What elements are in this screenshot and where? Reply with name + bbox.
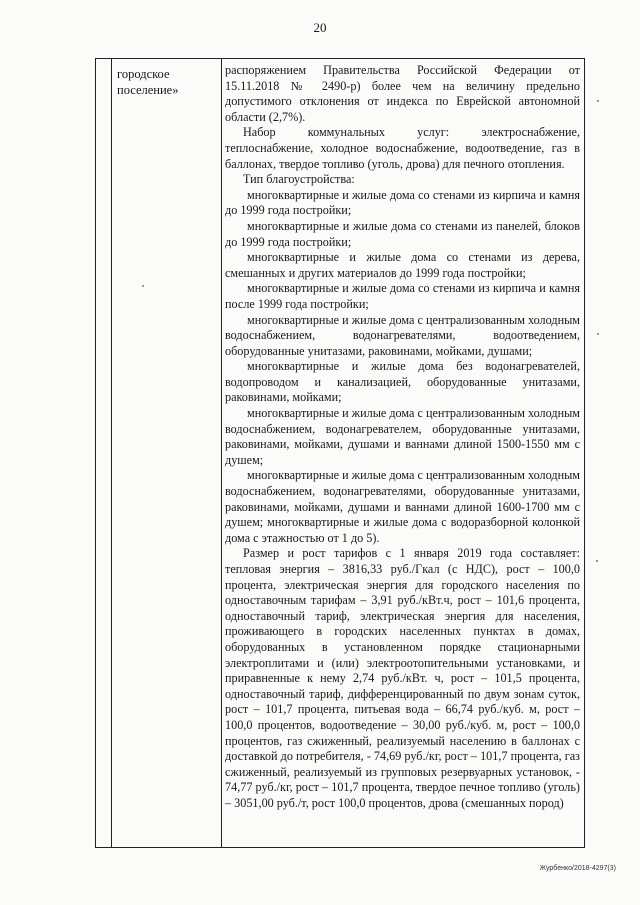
paragraph-improvement-heading: Тип благоустройства: (243, 172, 355, 187)
municipality-cell (117, 66, 217, 98)
list-item: многоквартирные и жилые дома с централизованным холодным водоснабжением, водонагревателем, оборудованные унитазами, раковинами, мойками, душами и ваннами длиной 1500-1550 мм с душем; (225, 406, 580, 467)
document-code: Журбенко/2018-4297(3) (539, 865, 616, 872)
paragraph-services: Набор коммунальных услуг: электроснабжение, теплоснабжение, холодное водоснабжение, водоотведение, газ в баллонах, твердое топливо (уголь, дрова) для печного отопления. (225, 125, 580, 171)
scan-speck (596, 560, 598, 562)
list-item: многоквартирные и жилые дома с централизованным холодным водоснабжением, водонагревателями, оборудованные унитазами, раковинами, мойками, душами и ваннами длиной 1600-1700 мм с душем; многоквартирные и жилые дома с водоразборной колонкой дома с этажностью от 1 до 5). (225, 468, 580, 545)
list-item: многоквартирные и жилые дома без водонагревателей, водопроводом и канализацией, оборудованные унитазами, раковинами, мойками; (225, 359, 580, 405)
list-item: многоквартирные и жилые дома со стенами из дерева, смешанных и других материалов до 1999 года постройки; (225, 250, 580, 280)
scan-speck (597, 100, 599, 102)
column-divider (221, 58, 222, 848)
page-number: 20 (313, 20, 327, 35)
column-divider (111, 58, 112, 848)
list-item: многоквартирные и жилые дома со стенами из кирпича и камня после 1999 года постройки; (225, 281, 580, 311)
municipality-line: поселение» (117, 83, 179, 97)
municipality-line: городское (117, 67, 170, 81)
scan-speck (597, 333, 599, 335)
list-item: многоквартирные и жилые дома с централизованным холодным водоснабжением, водонагревателями, водоотведением, оборудованные унитазами, раковинами, мойками, душами; (225, 312, 580, 358)
list-item: многоквартирные и жилые дома со стенами из панелей, блоков до 1999 года постройки; (225, 218, 580, 249)
tariff-description (225, 63, 580, 812)
list-item: многоквартирные и жилые дома со стенами из кирпича и камня до 1999 года постройки; (225, 187, 580, 218)
paragraph-continuation: распоряжением Правительства Российской Федерации от 15.11.2018 № 2490-р) более чем на величину предельно допустимого отклонения от индекса по Еврейской автономной области (2,7%). (225, 63, 580, 124)
paragraph-tariffs: Размер и рост тарифов с 1 января 2019 года составляет: тепловая энергия – 3816,33 руб./Гкал (с НДС), рост – 100,0 процента, электрическая энергия для городского населения по одноставочным тарифам – 3,91 руб./кВт.ч, рост – 101,6 процента, одноставочный тариф, электрическая энергия для населения, проживающего в городских населенных пунктах в домах, оборудованных в установленном порядке стационарными электроплитами и (или) электроотопительными установками, и приравненные к нему 2,74 руб./кВт. ч, рост – 101,5 процента, одноставочный тариф, дифференцированный по двум зонам суток, рост – 101,7 процента, питьевая вода – 66,74 руб./куб. м, рост – 100,0 процентов, водоотведение – 30,00 руб./куб. м, рост – 100,0 процентов, газ сжиженный, реализуемый населению в баллонах с доставкой до потребителя, - 74,69 руб./кг, рост – 101,7 процента, газ сжиженный, реализуемый из групповых резервуарных установок, - 74,77 руб./кг, рост – 101,7 процента, твердое печное топливо (уголь) – 3051,00 руб./т, рост 100,0 процентов, дрова (смешанных пород) (225, 546, 580, 810)
scan-speck (142, 285, 144, 287)
